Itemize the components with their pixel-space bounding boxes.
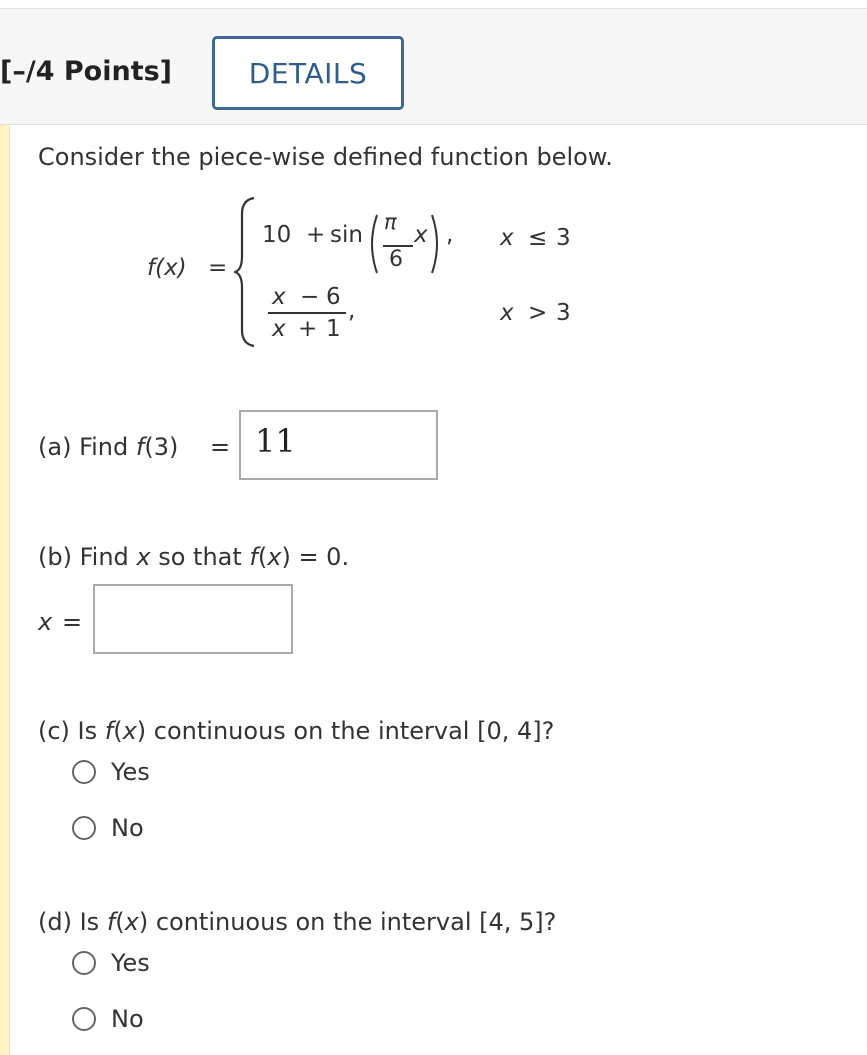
part-c-no-radio[interactable] <box>72 816 96 840</box>
part-b-answer-input[interactable] <box>93 584 293 654</box>
piece1-condition-op: ≤ <box>528 225 548 251</box>
piece2-den-op: + <box>298 316 318 342</box>
part-c-open: ( <box>113 717 123 745</box>
piece2-comma: , <box>348 298 356 324</box>
part-d-prefix: (d) Is <box>38 908 107 936</box>
part-a-answer-value: 11 <box>255 422 296 460</box>
part-d-x: x <box>124 908 139 936</box>
left-brace <box>234 196 258 348</box>
part-d-yes-label[interactable]: Yes <box>111 949 150 977</box>
part-b-prefix: (b) Find <box>38 543 137 571</box>
part-c-no-label[interactable]: No <box>111 814 144 842</box>
question-left-bar <box>0 125 10 1055</box>
piece2-num-op: − <box>300 284 320 310</box>
piece2-condition-val: 3 <box>556 300 571 326</box>
question-header <box>0 9 867 125</box>
part-b-answer-equals: = <box>62 608 83 636</box>
part-b-close: ) <box>281 543 291 571</box>
details-button[interactable] <box>212 36 404 110</box>
piece2-den-var: x <box>272 316 286 342</box>
part-b-open: ( <box>257 543 268 571</box>
piece1-comma: , <box>446 222 454 248</box>
part-c-x: x <box>122 717 137 745</box>
part-b-x2: x <box>267 543 282 571</box>
part-b-answer-var: x <box>38 608 53 636</box>
points-label: [–/4 Points] <box>0 56 173 87</box>
function-lhs: f(x) <box>147 255 187 281</box>
piece1-six: 6 <box>389 247 403 272</box>
part-d-open: ( <box>115 908 125 936</box>
function-equals: = <box>208 255 228 281</box>
part-c-prefix: (c) Is <box>38 717 105 745</box>
part-a-fn: f <box>135 433 145 461</box>
part-a-label <box>38 433 178 461</box>
part-c-suffix: ) continuous on the interval [0, 4]? <box>136 717 555 745</box>
piece2-num-var: x <box>272 284 286 310</box>
top-strip <box>0 0 867 9</box>
piece1-right-paren <box>430 213 444 275</box>
piece2-num-val: 6 <box>326 284 341 310</box>
piece1-x: x <box>414 222 428 248</box>
part-c-yes-radio[interactable] <box>72 760 96 784</box>
piece2-den-val: 1 <box>326 316 341 342</box>
part-d-fn: f <box>106 908 116 936</box>
piece1-condition-val: 3 <box>556 225 571 251</box>
question-intro: Consider the piece-wise defined function below. <box>38 143 613 171</box>
piece2-fraction-bar <box>268 312 346 314</box>
piece1-plus: + <box>306 222 326 248</box>
piece1-condition-var: x <box>500 225 514 251</box>
part-a-prefix: (a) Find <box>38 433 136 461</box>
part-b-mid: so that <box>150 543 250 571</box>
part-b-fn: f <box>249 543 258 571</box>
part-d-yes-radio[interactable] <box>72 951 96 975</box>
piece2-condition-op: > <box>528 300 548 326</box>
part-b-label <box>38 543 349 571</box>
part-c-yes-label[interactable]: Yes <box>111 758 150 786</box>
part-a-arg: (3) <box>144 433 179 461</box>
part-a-equals: = <box>210 433 231 461</box>
part-d-no-radio[interactable] <box>72 1007 96 1031</box>
part-b-eq: = 0. <box>290 543 350 571</box>
piece1-pi: π <box>384 210 397 234</box>
part-d-suffix: ) continuous on the interval [4, 5]? <box>138 908 557 936</box>
piece2-condition-var: x <box>500 300 514 326</box>
part-c-label <box>38 717 554 745</box>
piece1-left-paren <box>365 213 379 275</box>
part-a-answer-input[interactable] <box>239 410 438 480</box>
part-b-x: x <box>136 543 151 571</box>
part-d-label <box>38 908 556 936</box>
part-c-fn: f <box>104 717 114 745</box>
part-d-no-label[interactable]: No <box>111 1005 144 1033</box>
details-button-label: DETAILS <box>248 56 368 90</box>
piece1-constant: 10 <box>262 222 292 248</box>
piece1-sin: sin <box>330 222 363 248</box>
